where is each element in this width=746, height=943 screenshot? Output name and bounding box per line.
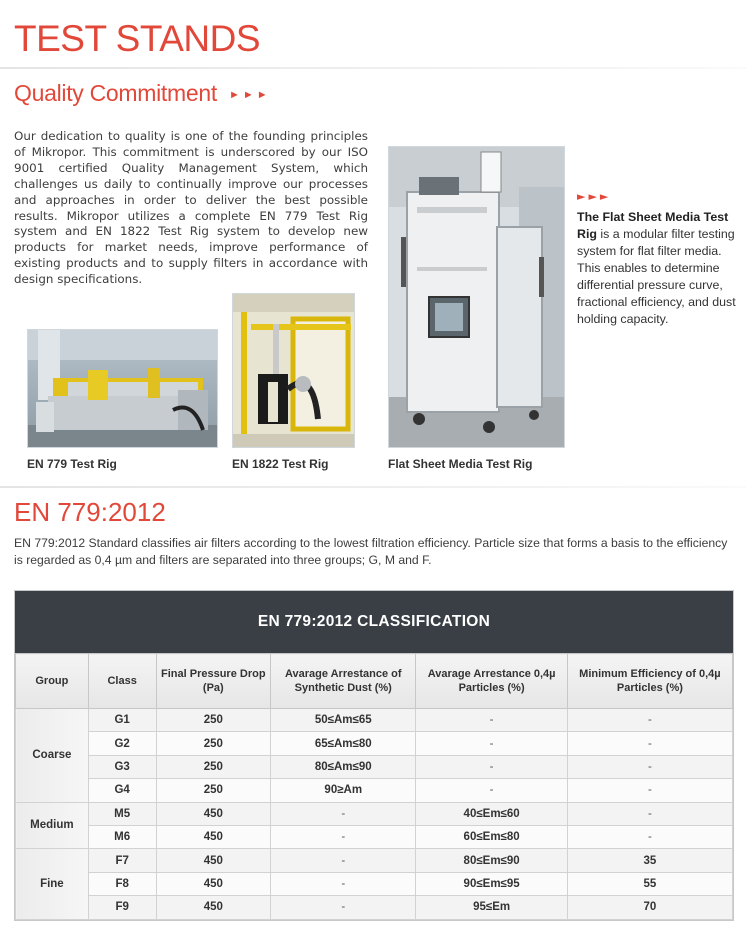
- synthetic-dust-cell: -: [271, 872, 416, 895]
- efficiency-cell: -: [567, 709, 732, 732]
- standard-title: EN 779:2012: [14, 497, 166, 527]
- class-cell: G2: [88, 732, 156, 755]
- table-row: [16, 779, 733, 802]
- classification-table: [14, 590, 734, 921]
- class-cell: G3: [88, 755, 156, 778]
- triple-arrow-icon: ►►►: [577, 190, 612, 203]
- efficiency-cell: -: [567, 802, 732, 825]
- class-cell: F8: [88, 872, 156, 895]
- arrestance-cell: 40≤Em≤60: [416, 802, 567, 825]
- flat-sheet-note: [577, 209, 737, 328]
- efficiency-cell: -: [567, 779, 732, 802]
- efficiency-cell: -: [567, 825, 732, 848]
- table-row: [16, 825, 733, 848]
- flat-sheet-note-text1: is a modular filter testing system for flat filter media.: [577, 227, 735, 258]
- pressure-cell: 450: [156, 849, 271, 872]
- arrestance-cell: 80≤Em≤90: [416, 849, 567, 872]
- group-cell: Fine: [16, 849, 89, 919]
- synthetic-dust-cell: -: [271, 825, 416, 848]
- quality-commitment-title: Quality Commitment: [14, 80, 217, 106]
- header-synthetic-dust: Avarage Arrestance of Synthetic Dust (%): [271, 654, 416, 709]
- efficiency-cell: 35: [567, 849, 732, 872]
- efficiency-cell: -: [567, 732, 732, 755]
- synthetic-dust-cell: -: [271, 849, 416, 872]
- arrestance-cell: -: [416, 779, 567, 802]
- class-cell: G1: [88, 709, 156, 732]
- en779-test-rig-photo: [27, 329, 218, 448]
- standard-description: EN 779:2012 Standard classifies air filters according to the lowest filtration efficiency. Particle size that forms a basis to the efficiency is regarded as 0,4 µm and filters are separated into three groups; G, M and F.: [14, 536, 728, 567]
- table-row: [16, 872, 733, 895]
- efficiency-cell: 55: [567, 872, 732, 895]
- synthetic-dust-cell: -: [271, 802, 416, 825]
- en1822-rig-illustration: [233, 294, 355, 448]
- classification-grid: [15, 653, 733, 920]
- header-class: Class: [88, 654, 156, 709]
- header-min-efficiency: Minimum Efficiency of 0,4µ Particles (%): [567, 654, 732, 709]
- table-title: EN 779:2012 CLASSIFICATION: [15, 591, 733, 653]
- synthetic-dust-cell: -: [271, 896, 416, 919]
- class-cell: G4: [88, 779, 156, 802]
- section-divider: [0, 486, 746, 488]
- en779-rig-illustration: [28, 330, 218, 448]
- efficiency-cell: 70: [567, 896, 732, 919]
- page-title: TEST STANDS: [14, 18, 261, 59]
- table-header-row: [16, 654, 733, 709]
- pressure-cell: 250: [156, 779, 271, 802]
- pressure-cell: 450: [156, 802, 271, 825]
- pressure-cell: 450: [156, 896, 271, 919]
- en1822-caption: EN 1822 Test Rig: [232, 457, 329, 471]
- group-cell: Coarse: [16, 709, 89, 803]
- title-divider: [0, 67, 746, 69]
- header-final-pressure: Final Pressure Drop (Pa): [156, 654, 271, 709]
- header-group: Group: [16, 654, 89, 709]
- arrestance-cell: 95≤Em: [416, 896, 567, 919]
- pressure-cell: 450: [156, 872, 271, 895]
- arrestance-cell: -: [416, 755, 567, 778]
- quality-paragraph: Our dedication to quality is one of the founding principles of Mikropor. This commitment is underscored by our ISO 9001 certified Quality Management System, which challenges us daily to continually improve our processes and approaches in order to deliver the best possible results. Mikropor utilizes a complete EN 779 Test Rig system and EN 1822 Test Rig system to develop new products for market needs, improve performance of existing products and to supply filters in accordance with design specifications.: [14, 129, 368, 287]
- class-cell: F9: [88, 896, 156, 919]
- en779-caption: EN 779 Test Rig: [27, 457, 117, 471]
- synthetic-dust-cell: 50≤Am≤65: [271, 709, 416, 732]
- class-cell: M6: [88, 825, 156, 848]
- table-row: [16, 849, 733, 872]
- table-row: [16, 896, 733, 919]
- arrestance-cell: -: [416, 732, 567, 755]
- header-arrestance-04: Avarage Arrestance 0,4µ Particles (%): [416, 654, 567, 709]
- table-row: [16, 755, 733, 778]
- table-row: [16, 802, 733, 825]
- arrestance-cell: 60≤Em≤80: [416, 825, 567, 848]
- group-cell: Medium: [16, 802, 89, 849]
- table-row: [16, 709, 733, 732]
- synthetic-dust-cell: 80≤Am≤90: [271, 755, 416, 778]
- flat-sheet-caption: Flat Sheet Media Test Rig: [388, 457, 533, 471]
- efficiency-cell: -: [567, 755, 732, 778]
- class-cell: M5: [88, 802, 156, 825]
- synthetic-dust-cell: 65≤Am≤80: [271, 732, 416, 755]
- table-row: [16, 732, 733, 755]
- pressure-cell: 250: [156, 732, 271, 755]
- en1822-test-rig-photo: [232, 293, 355, 448]
- flat-sheet-rig-illustration: [389, 147, 565, 448]
- class-cell: F7: [88, 849, 156, 872]
- flat-sheet-note-text2: This enables to determine differential pressure curve, fractional efficiency, and dust holding capacity.: [577, 261, 736, 326]
- pressure-cell: 250: [156, 755, 271, 778]
- flat-sheet-note-bold: The Flat Sheet Media Test Rig: [577, 210, 729, 241]
- pressure-cell: 450: [156, 825, 271, 848]
- arrestance-cell: 90≤Em≤95: [416, 872, 567, 895]
- synthetic-dust-cell: 90≥Am: [271, 779, 416, 802]
- triple-arrow-icon: ►►►: [228, 89, 271, 101]
- arrestance-cell: -: [416, 709, 567, 732]
- pressure-cell: 250: [156, 709, 271, 732]
- quality-commitment-heading: [14, 80, 271, 107]
- flat-sheet-media-rig-photo: [388, 146, 565, 448]
